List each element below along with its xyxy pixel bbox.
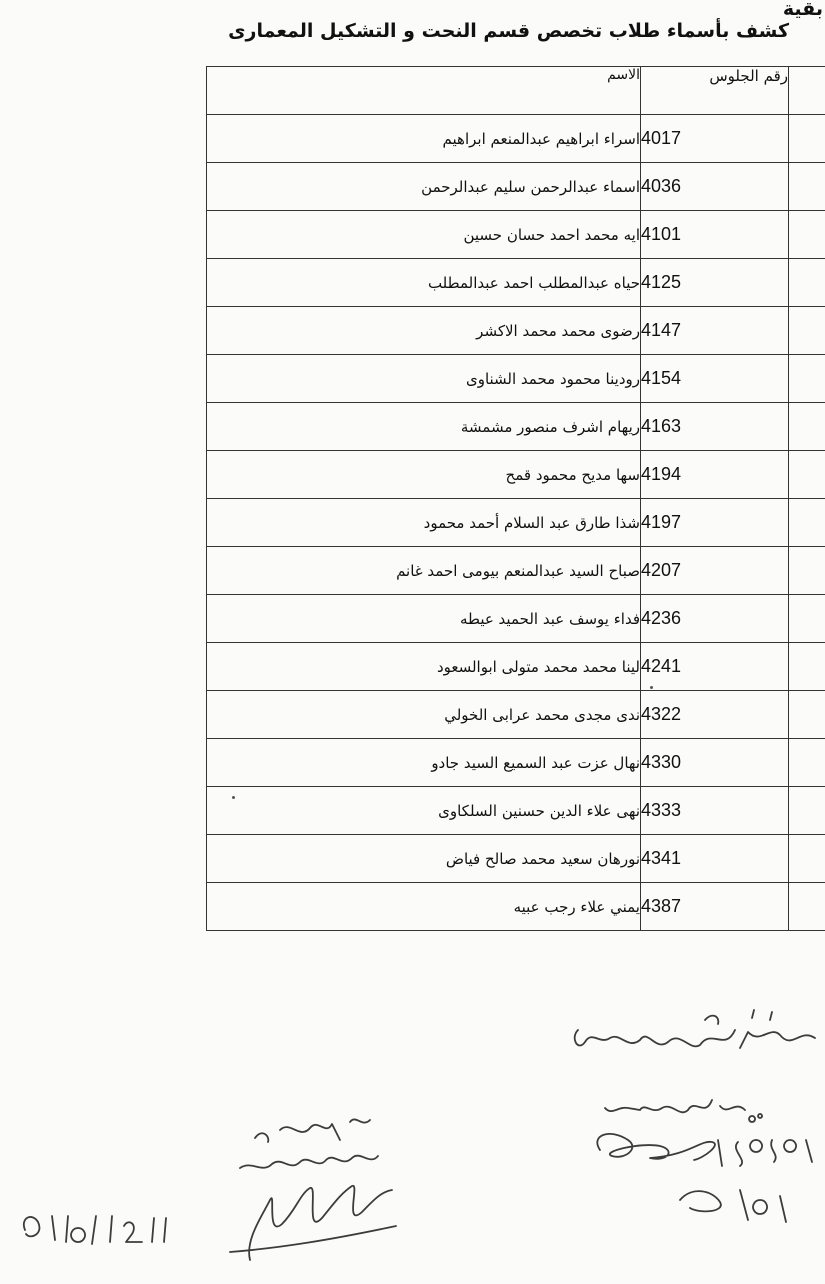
student-name-cell: ايه محمد احمد حسان حسين (207, 211, 641, 259)
table-row (207, 499, 825, 547)
student-name-cell: ريهام اشرف منصور مشمشة (207, 403, 641, 451)
seat-number-column-header: رقم الجلوس (641, 67, 789, 115)
seat-number-cell: 4125 (641, 259, 789, 307)
student-name-cell: حياه عبدالمطلب احمد عبدالمطلب (207, 259, 641, 307)
edge-cell (789, 115, 825, 163)
table-row (207, 307, 825, 355)
table-row (207, 451, 825, 499)
student-name-cell: نورهان سعيد محمد صالح فياض (207, 835, 641, 883)
student-name-cell: يمني علاء رجب عبيه (207, 883, 641, 931)
students-table (206, 66, 825, 931)
page-title: كشف بأسماء طلاب تخصص قسم النحت و التشكيل المعمارى (228, 20, 789, 42)
speck-mark (650, 686, 653, 689)
seat-number-cell: 4330 (641, 739, 789, 787)
seat-number-cell: 4341 (641, 835, 789, 883)
table-row (207, 787, 825, 835)
seat-number-cell: 4387 (641, 883, 789, 931)
student-name-cell: سها مديح محمود قمح (207, 451, 641, 499)
table-row (207, 739, 825, 787)
table-row (207, 835, 825, 883)
edge-cell (789, 307, 825, 355)
seat-number-cell: 4194 (641, 451, 789, 499)
continuation-label: بقية (783, 0, 823, 20)
table-row (207, 643, 825, 691)
seat-number-cell: 4036 (641, 163, 789, 211)
seat-number-cell: 4333 (641, 787, 789, 835)
student-name-cell: فداء يوسف عبد الحميد عيطه (207, 595, 641, 643)
student-name-cell: صباح السيد عبدالمنعم بيومى احمد غانم (207, 547, 641, 595)
student-name-cell: اسماء عبدالرحمن سليم عبدالرحمن (207, 163, 641, 211)
table-row (207, 115, 825, 163)
name-column-header: الاسم (207, 67, 641, 115)
student-name-cell: نهى علاء الدين حسنين السلكاوى (207, 787, 641, 835)
edge-cell (789, 211, 825, 259)
edge-cell (789, 739, 825, 787)
edge-cell (789, 787, 825, 835)
seat-number-cell: 4163 (641, 403, 789, 451)
student-name-cell: شذا طارق عبد السلام أحمد محمود (207, 499, 641, 547)
edge-cell (789, 259, 825, 307)
handwritten-signatures-drawing (0, 990, 825, 1280)
seat-number-cell: 4101 (641, 211, 789, 259)
table-row (207, 163, 825, 211)
edge-cell (789, 691, 825, 739)
student-name-cell: نهال عزت عبد السميع السيد جادو (207, 739, 641, 787)
table-row (207, 595, 825, 643)
signatures-area (0, 990, 825, 1280)
table-header-row (207, 67, 825, 115)
seat-number-cell: 4154 (641, 355, 789, 403)
edge-cell (789, 883, 825, 931)
seat-number-cell: 4236 (641, 595, 789, 643)
seat-number-cell: 4147 (641, 307, 789, 355)
edge-cell (789, 451, 825, 499)
table-row (207, 355, 825, 403)
seat-number-cell: 4241 (641, 643, 789, 691)
edge-cell (789, 547, 825, 595)
edge-cell (789, 163, 825, 211)
seat-number-cell: 4207 (641, 547, 789, 595)
student-name-cell: رضوى محمد محمد الاكشر (207, 307, 641, 355)
seat-number-cell: 4197 (641, 499, 789, 547)
speck-mark (232, 796, 235, 799)
table-row (207, 547, 825, 595)
seat-number-cell: 4322 (641, 691, 789, 739)
edge-cell (789, 835, 825, 883)
student-name-cell: اسراء ابراهيم عبدالمنعم ابراهيم (207, 115, 641, 163)
student-name-cell: ندى مجدى محمد عرابى الخولي (207, 691, 641, 739)
edge-column-header (789, 67, 825, 115)
edge-cell (789, 499, 825, 547)
table-row (207, 403, 825, 451)
table-row (207, 883, 825, 931)
table-row (207, 211, 825, 259)
edge-cell (789, 355, 825, 403)
student-name-cell: لينا محمد محمد متولى ابوالسعود (207, 643, 641, 691)
seat-number-cell: 4017 (641, 115, 789, 163)
edge-cell (789, 643, 825, 691)
edge-cell (789, 403, 825, 451)
table-row (207, 691, 825, 739)
edge-cell (789, 595, 825, 643)
table-row (207, 259, 825, 307)
student-name-cell: رودينا محمود محمد الشناوى (207, 355, 641, 403)
